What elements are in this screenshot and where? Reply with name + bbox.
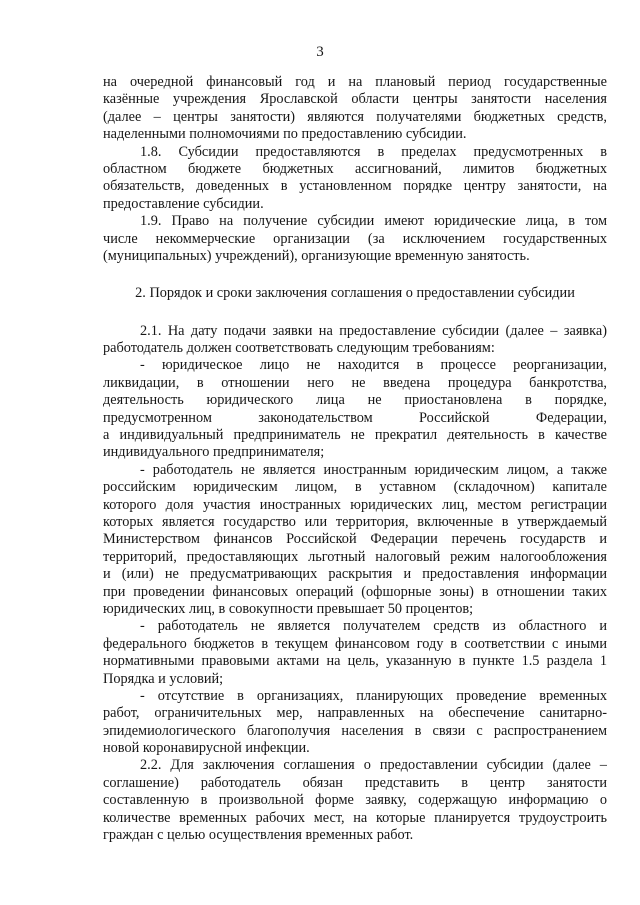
text-line: российским юридическим лицом, в уставном (складочном) капитале xyxy=(103,479,607,496)
text-line: 1.8. Субсидии предоставляются в пределах предусмотренных в xyxy=(140,143,607,160)
text-line: (муниципальных) учреждений), организующие временную занятость. xyxy=(103,247,530,264)
text-line: Министерством финансов Российской Федерации перечень государств и xyxy=(103,531,607,548)
text-line: количестве временных рабочих мест, на которые планируется трудоустроить xyxy=(103,809,607,826)
text-line: (далее – центры занятости) являются получателями бюджетных средств, xyxy=(103,108,607,125)
text-line: и (или) не предусматривающих раскрытия и предоставления информации xyxy=(103,566,607,583)
text-line: предусмотренном законодательством Российской Федерации, xyxy=(103,409,607,426)
text-line: федерального бюджетов в текущем финансовом году в соответствии с иными xyxy=(103,635,607,652)
text-line: которого доля участия иностранных юридических лиц, местом регистрации xyxy=(103,496,607,513)
text-line: - отсутствие в организациях, планирующих проведение временных xyxy=(140,687,607,704)
text-line: областном бюджете бюджетных ассигнований, лимитов бюджетных xyxy=(103,160,607,177)
text-line: - работодатель не является иностранным юридическим лицом, а также xyxy=(140,461,607,478)
paragraph-1-8 xyxy=(103,144,607,214)
text-line: предоставление субсидии. xyxy=(103,195,264,212)
text-line: - работодатель не является получателем средств из областного и xyxy=(140,618,607,635)
page-number: 3 xyxy=(316,44,324,60)
text-line: новой коронавирусной инфекции. xyxy=(103,740,310,757)
text-line: а индивидуальный предприниматель не прекратил деятельность в качестве xyxy=(103,427,607,444)
text-line: составленную в произвольной форме заявку, содержащую информацию о xyxy=(103,792,607,809)
document-body xyxy=(103,74,607,844)
text-line: наделенными полномочиями по предоставлению субсидии. xyxy=(103,126,467,143)
text-line: работ, ограничительных мер, направленных на обеспечение санитарно- xyxy=(103,705,607,722)
text-line: 1.9. Право на получение субсидии имеют юридические лица, в том xyxy=(140,213,607,230)
text-line: соглашение) работодатель обязан представить в центр занятости xyxy=(103,774,607,791)
text-line: - юридическое лицо не находится в процессе реорганизации, xyxy=(140,357,607,374)
intro-paragraph xyxy=(103,74,607,144)
text-line: которых является государство или территория, включенные в утверждаемый xyxy=(103,514,607,530)
requirement-4 xyxy=(103,688,607,758)
text-line: при проведении финансовых операций (офшорные зоны) в отношении таких xyxy=(103,583,607,600)
text-line: индивидуального предпринимателя; xyxy=(103,444,325,461)
requirement-2 xyxy=(103,462,607,619)
text-line: на очередной финансовый год и на плановый период государственные xyxy=(103,74,607,90)
text-line: территорий, предоставляющих льготный налоговый режим налогообложения xyxy=(103,548,607,565)
section-2-heading: 2. Порядок и сроки заключения соглашения о предоставлении субсидии xyxy=(135,285,575,302)
text-line: ликвидации, в отношении него не введена процедура банкротства, xyxy=(103,374,607,391)
requirement-1 xyxy=(103,357,607,461)
text-line: обязательств, доведенных в установленном порядке центру занятости, на xyxy=(103,178,607,195)
paragraph-1-9 xyxy=(103,213,607,265)
text-line: 2.2. Для заключения соглашения о предоставлении субсидии (далее – xyxy=(140,757,607,774)
text-line: нормативными правовыми актами на цель, указанную в пункте 1.5 раздела 1 xyxy=(103,653,607,670)
text-line: 2.1. На дату подачи заявки на предоставление субсидии (далее – заявка) xyxy=(140,322,607,339)
text-line: деятельность юридического лица не приостановлена в порядке, xyxy=(103,392,607,409)
text-line: граждан с целью осуществления временных работ. xyxy=(103,827,414,844)
paragraph-2-1 xyxy=(103,323,607,358)
text-line: работодатель должен соответствовать следующим требованиям: xyxy=(103,340,495,357)
requirement-3 xyxy=(103,618,607,688)
text-line: Порядка и условий; xyxy=(103,670,224,687)
text-line: числе некоммерческие организации (за исключением государственных xyxy=(103,230,607,247)
text-line: казённые учреждения Ярославской области центры занятости населения xyxy=(103,91,607,108)
text-line: юридических лиц, в совокупности превышает 50 процентов; xyxy=(103,600,474,617)
text-line: эпидемиологического благополучия населения в связи с распространением xyxy=(103,722,607,739)
paragraph-2-2 xyxy=(103,757,607,844)
